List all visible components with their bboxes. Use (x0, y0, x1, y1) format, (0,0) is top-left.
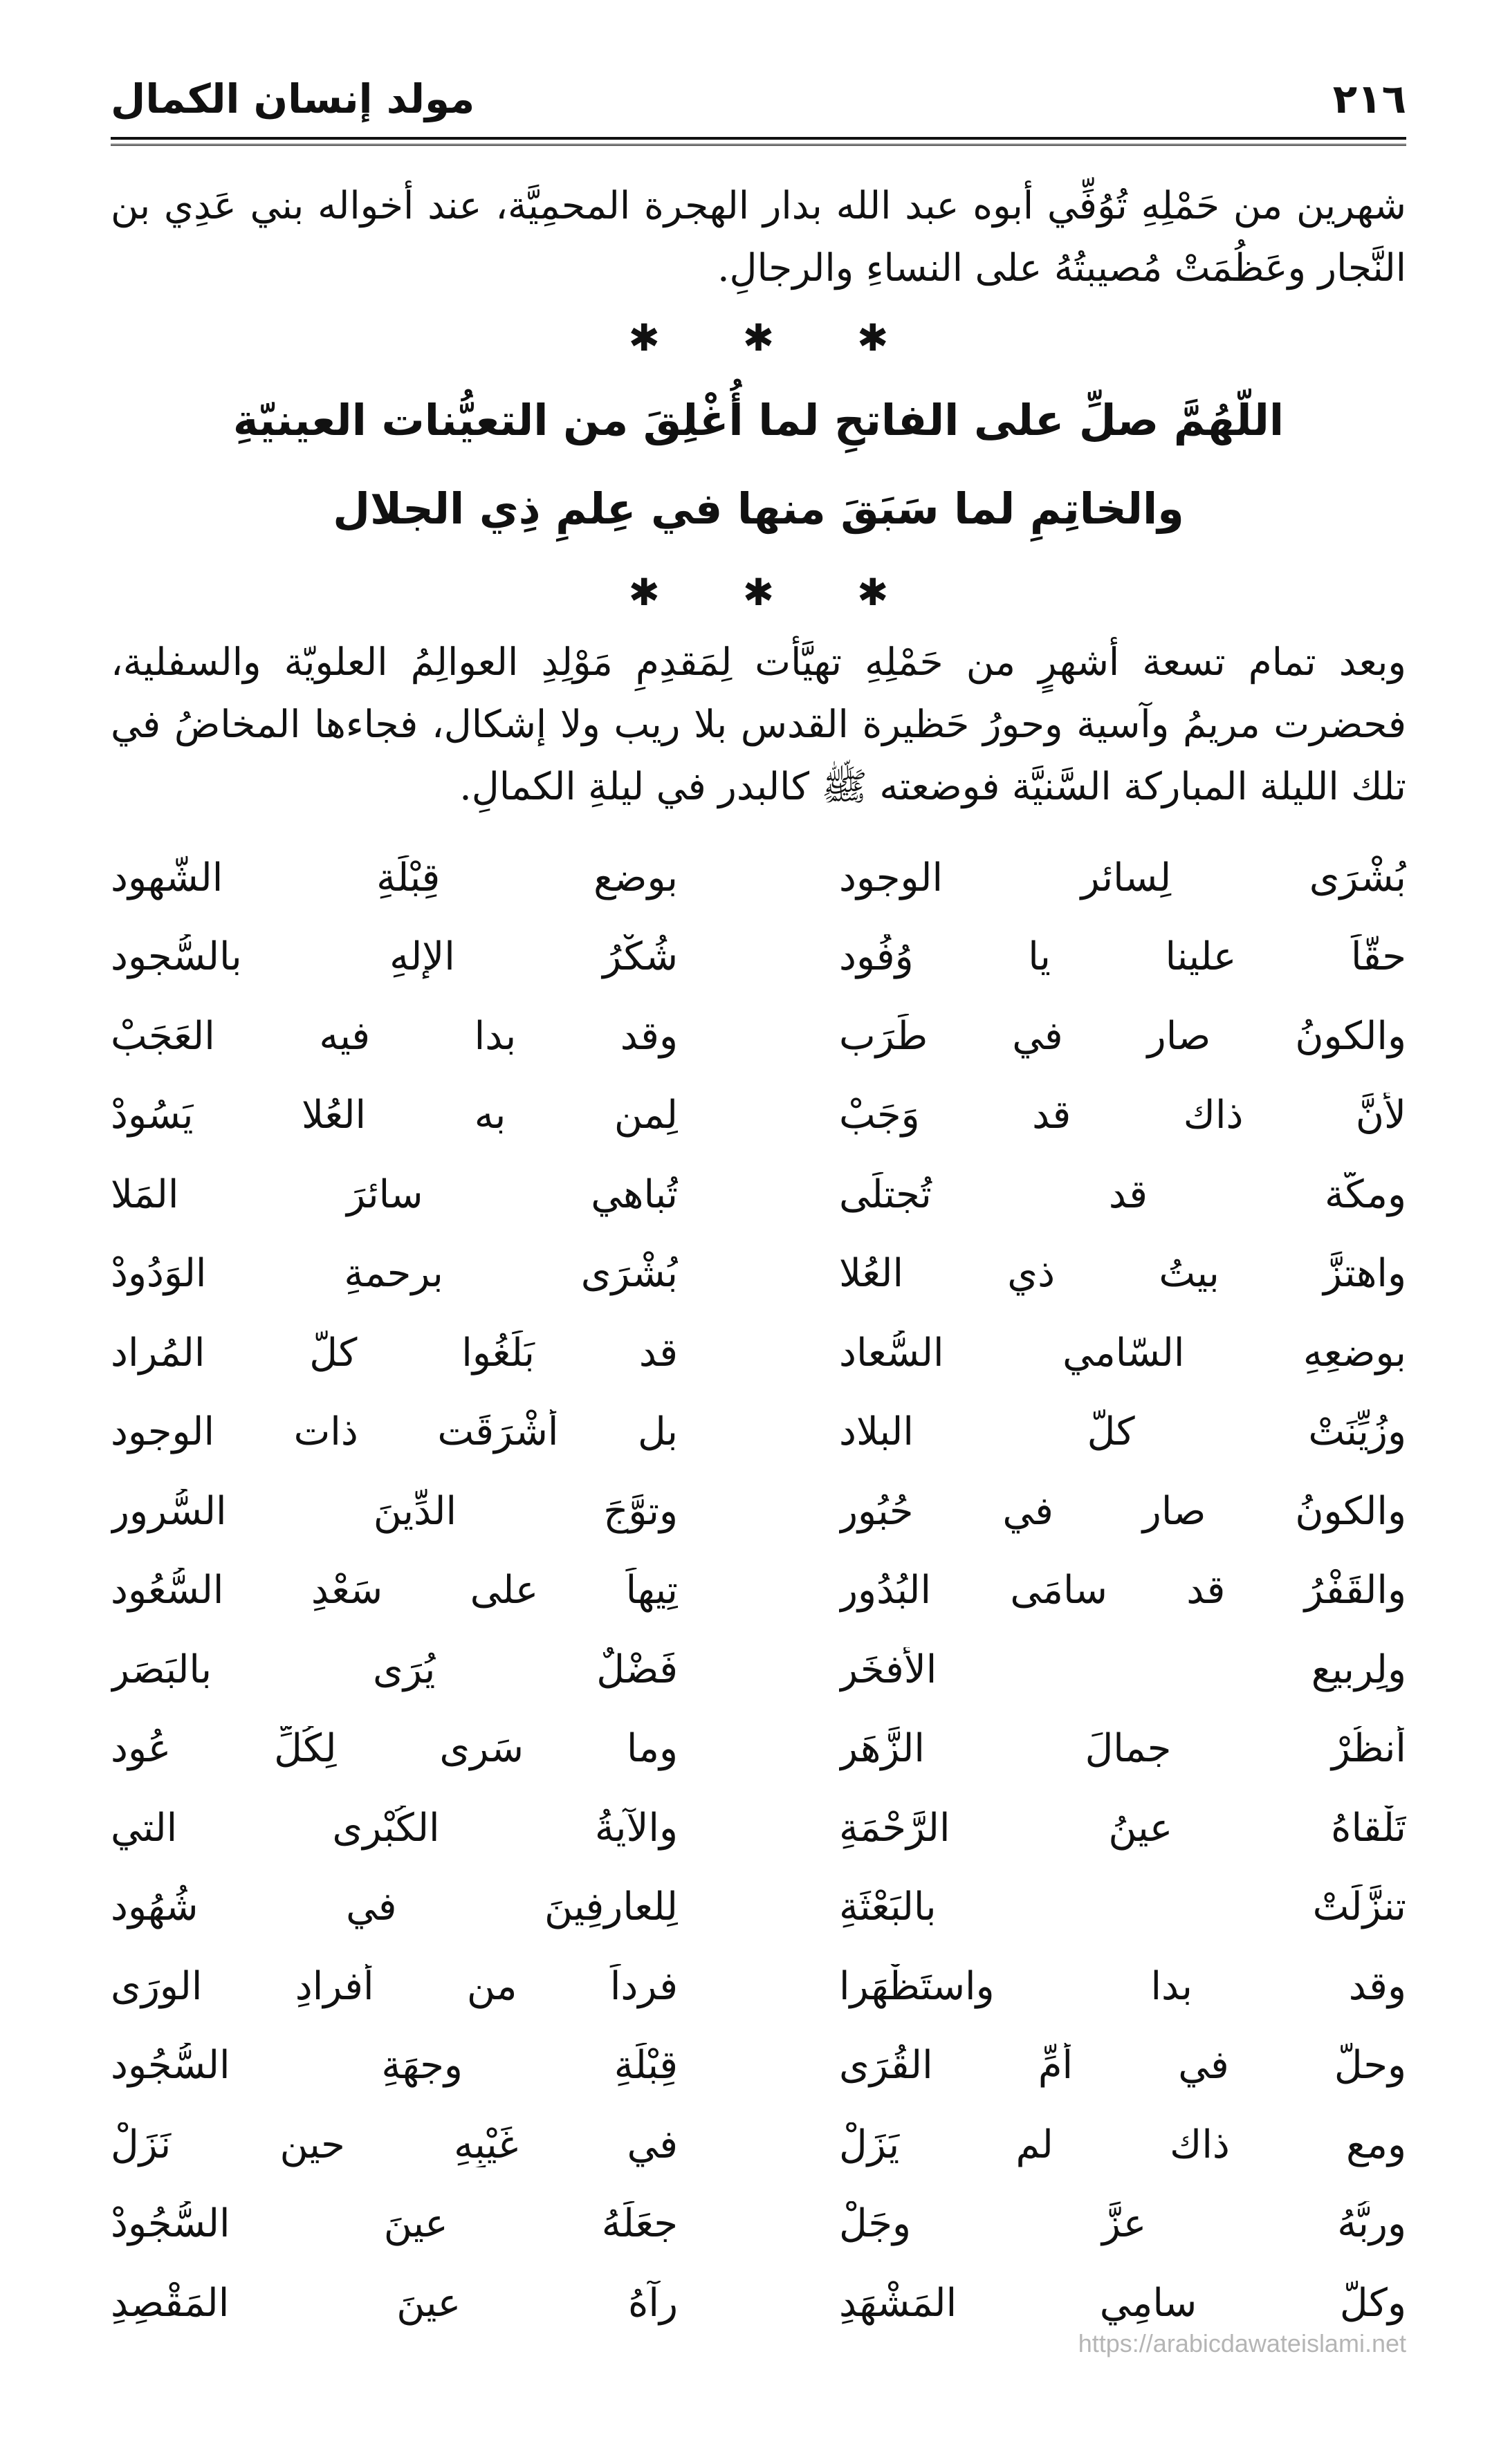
verse-first-hemistich: وكلُّ سامِي المَشْهَدِ (839, 2280, 1406, 2326)
verse-first-hemistich: لأنَّ ذاك قد وَجَبْ (839, 1093, 1406, 1138)
verse-first-hemistich: والكونُ صار في طَرَب (839, 1013, 1406, 1059)
poem-verse (111, 997, 1406, 1076)
verse-first-hemistich: تَلْقاهُ عينُ الرَّحْمَةِ (839, 1805, 1406, 1851)
verse-second-hemistich: جعَلَهُ عينَ السُّجُودْ (111, 2201, 678, 2247)
poem-verse (111, 1788, 1406, 1868)
narrative-paragraph: وبعد تمام تسعة أشهرٍ من حَمْلِهِ تهيَّأت لِمَقدِمِ مَوْلِدِ العوالِمُ العلويّة والسفلية، فحضرت مريمُ وآسية وحورُ حَظيرة القدس بلا ريب ولا إشكال، فجاءها المخاضُ في تلك الليلة المباركة السَّنيَّة فوضعته ﷺ كالبدر في ليلةِ الكمالِ. (111, 640, 1406, 808)
star-ornament-icon: ✱ (742, 316, 775, 360)
star-ornament-icon: ✱ (857, 316, 889, 360)
star-ornament-icon: ✱ (857, 571, 889, 614)
verse-second-hemistich: والآيةُ الكُبْرى التي (111, 1805, 678, 1851)
verse-first-hemistich: تنزَّلَتْ بالبَعْثَةِ (839, 1884, 1406, 1930)
poem-verse (111, 2105, 1406, 2185)
ornament-row-bottom (111, 571, 1406, 614)
verse-second-hemistich: وتوَّجَ الدِّينَ السُّرور (111, 1488, 678, 1534)
verse-first-hemistich: وربُّهُ عزَّ وجَلْ (839, 2201, 1406, 2247)
verse-second-hemistich: بُشْرَى برحمةِ الوَدُودْ (111, 1251, 678, 1297)
verse-first-hemistich: أنظُرْ جمالَ الزَّهَرِ (839, 1726, 1406, 1772)
verse-second-hemistich: فرداً من أفرادِ الورَى (111, 1963, 678, 2009)
verse-second-hemistich: في غَيْبِهِ حين نَزَلْ (111, 2122, 678, 2167)
verse-first-hemistich: بُشْرَى لِسائرِ الوجود (839, 855, 1406, 900)
prayer-line-1: اللّهُمَّ صلِّ على الفاتحِ لما أُغْلِقَ من التعيُّنات العينيّةِ (232, 395, 1285, 445)
watermark-url: https://arabicdawateislami.net (1078, 2329, 1406, 2358)
verse-second-hemistich: وقد بدا فيه العَجَبْ (111, 1013, 678, 1059)
star-ornament-icon: ✱ (742, 571, 775, 614)
poem-verse (111, 1313, 1406, 1393)
poem-verse (111, 918, 1406, 997)
star-ornament-icon: ✱ (628, 571, 660, 614)
poem-verse (111, 1868, 1406, 1947)
prayer-line-2: والخاتِمِ لما سَبَقَ منها في عِلمِ ذِي الجلال (333, 483, 1184, 534)
poem-verse (111, 2185, 1406, 2264)
poem-verse (111, 1234, 1406, 1314)
verse-second-hemistich: لِمن به العُلا يَسُودْ (111, 1093, 678, 1138)
ornament-row-top (111, 316, 1406, 360)
page-header (111, 66, 1406, 131)
poem (111, 838, 1406, 2343)
verse-second-hemistich: بوضعِ قِبْلَةِ الشُّهود (111, 855, 678, 900)
poem-verse (111, 1630, 1406, 1710)
verse-first-hemistich: ومكّة قد تُجتلَى (839, 1171, 1406, 1217)
header-divider (111, 137, 1406, 154)
verse-first-hemistich: واهتزَّ بيتُ ذي العُلا (839, 1251, 1406, 1297)
poem-verse (111, 1551, 1406, 1631)
verse-first-hemistich: وحلَّ في أُمِّ القُرَى (839, 2043, 1406, 2088)
poem-verse (111, 1393, 1406, 1472)
poem-verse (111, 2026, 1406, 2106)
verse-second-hemistich: شُكْرُ الإلهِ بالسُّجود (111, 934, 678, 980)
verse-second-hemistich: تُباهي سائرَ المَلا (111, 1171, 678, 1217)
verse-first-hemistich: والكونُ صار في حُبُور (839, 1488, 1406, 1534)
poem-verse (111, 1472, 1406, 1551)
verse-first-hemistich: بوضعِهِ السّامي السُّعاد (839, 1330, 1406, 1375)
verse-second-hemistich: وما سَرى لِكُلِّ عُود (111, 1726, 678, 1772)
verse-first-hemistich: ومع ذاك لم يَزَلْ (839, 2122, 1406, 2167)
verse-second-hemistich: تِيهاً على سَعْدِ السُّعُود (111, 1568, 678, 1613)
verse-second-hemistich: لِلعارفِينَ في شُهُود (111, 1884, 678, 1930)
verse-second-hemistich: فَضْلٌ يُرَى بالبَصَرِ (111, 1647, 678, 1692)
verse-second-hemistich: بل أشْرَقَت ذات الوجود (111, 1409, 678, 1455)
verse-second-hemistich: قِبْلَةِ وجهَةِ السُّجُود (111, 2043, 678, 2088)
verse-first-hemistich: ولِربيعِ الأفخَرِ (839, 1647, 1406, 1692)
verse-first-hemistich: وزُيِّنَتْ كلُّ البلاد (839, 1409, 1406, 1455)
star-ornament-icon: ✱ (628, 316, 660, 360)
poem-verse (111, 1947, 1406, 2026)
poem-verse (111, 1076, 1406, 1156)
verse-first-hemistich: والقَفْرُ قد سامَى البُدُور (839, 1568, 1406, 1613)
poem-verse (111, 1155, 1406, 1234)
page-number: ٢١٦ (1332, 75, 1406, 122)
verse-first-hemistich: حقّاً علينا يا وُفُود (839, 934, 1406, 980)
running-title: مولد إنسان الكمال (111, 75, 475, 122)
poem-verse (111, 838, 1406, 918)
verse-second-hemistich: قد بَلَغُوا كلَّ المُراد (111, 1330, 678, 1375)
intro-paragraph: شهرين من حَمْلِهِ تُوُفِّي أبوه عبد الله بدار الهجرة المحمِيَّة، عند أخواله بني عَدِي بن النَّجار وعَظُمَتْ مُصيبتُهُ على النساءِ والرجالِ. (111, 183, 1406, 290)
verse-second-hemistich: رآهُ عينَ المَقْصِدِ (111, 2280, 678, 2326)
verse-first-hemistich: وقد بدا واستَظْهَرا (839, 1963, 1406, 2009)
poem-verse (111, 1710, 1406, 1789)
